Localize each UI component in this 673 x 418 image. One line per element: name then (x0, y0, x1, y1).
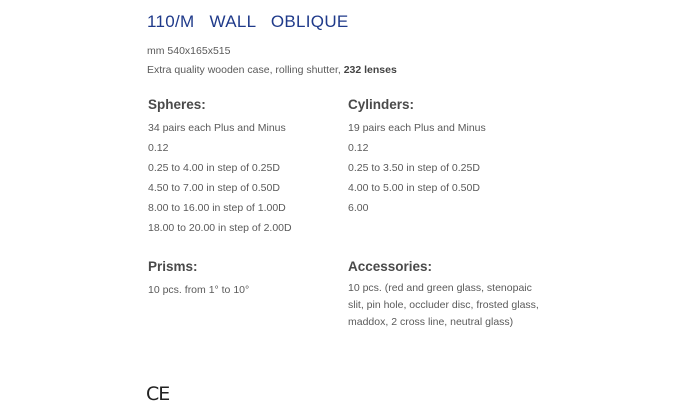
cylinders-line: 0.25 to 3.50 in step of 0.25D (348, 162, 480, 174)
cylinders-line: 19 pairs each Plus and Minus (348, 122, 486, 134)
description-emphasis: 232 lenses (343, 64, 397, 76)
product-title: 110/M WALL OBLIQUE (147, 12, 349, 31)
spheres-line: 34 pairs each Plus and Minus (148, 122, 286, 134)
spheres-line: 0.12 (148, 142, 169, 154)
prisms-text: 10 pcs. from 1° to 10° (148, 284, 250, 296)
spheres-line: 8.00 to 16.00 in step of 1.00D (148, 202, 286, 214)
accessories-heading: Accessories: (348, 259, 433, 274)
spheres-line: 0.25 to 4.00 in step of 0.25D (148, 162, 280, 174)
cylinders-line: 6.00 (348, 202, 369, 214)
spheres-section (148, 97, 348, 238)
accessories-text: 10 pcs. (red and green glass, stenopaic slit, pin hole, occluder disc, frosted glass, maddox, 2 cross line, neutral glass) (348, 282, 539, 328)
cylinders-line: 4.00 to 5.00 in step of 0.50D (348, 182, 480, 194)
prisms-heading: Prisms: (148, 259, 198, 274)
spheres-heading: Spheres: (148, 97, 206, 112)
cylinders-line: 0.12 (348, 142, 369, 154)
ce-mark-icon: CE (146, 383, 170, 405)
product-description (147, 64, 397, 76)
description-text: Extra quality wooden case, rolling shutter, (147, 64, 344, 76)
accessories-section (348, 259, 548, 331)
cylinders-heading: Cylinders: (348, 97, 415, 112)
spheres-line: 18.00 to 20.00 in step of 2.00D (148, 222, 292, 234)
prisms-section (148, 259, 348, 300)
cylinders-section (348, 97, 548, 218)
product-dimensions: mm 540x165x515 (147, 45, 231, 57)
spheres-line: 4.50 to 7.00 in step of 0.50D (148, 182, 280, 194)
